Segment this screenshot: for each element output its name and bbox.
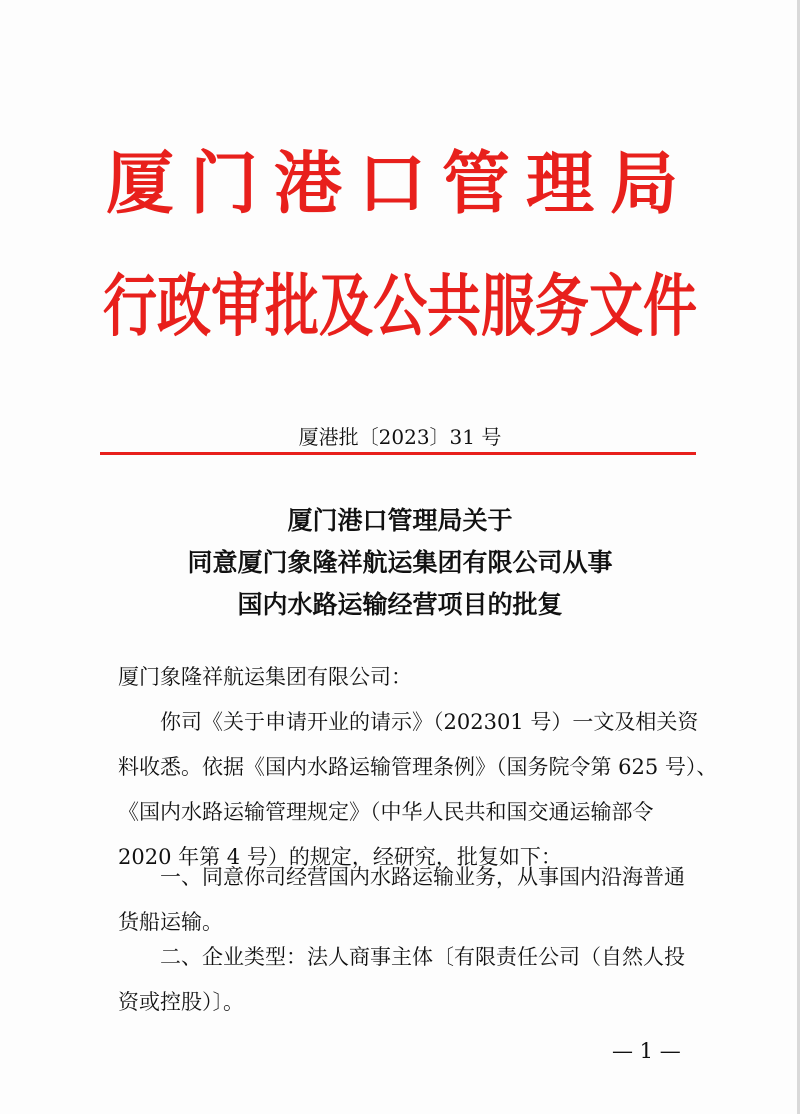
paragraph-line: 料收悉。依据《国内水路运输管理条例》（国务院令第 625 号）、	[118, 755, 718, 779]
document-number: 厦港批〔2023〕31 号	[298, 425, 502, 449]
body-paragraph-2	[118, 855, 688, 945]
body-paragraph-3	[118, 935, 688, 1025]
page-number: — 1 —	[612, 1039, 681, 1063]
paragraph-line: 资或控股）〕。	[118, 990, 244, 1014]
document-title	[0, 500, 800, 626]
title-line-1: 厦门港口管理局关于	[287, 506, 513, 535]
paragraph-line: 一、同意你司经营国内水路运输业务，从事国内沿海普通	[160, 865, 685, 889]
paragraph-line: 二、企业类型：法人商事主体〔有限责任公司（自然人投	[160, 945, 685, 969]
paragraph-line: 2020 年第 4 号）的规定，经研究，批复如下：	[118, 845, 562, 869]
addressee: 厦门象隆祥航运集团有限公司：	[118, 665, 412, 689]
paragraph-line: 你司《关于申请开业的请示》（202301 号）一文及相关资	[160, 710, 699, 734]
paragraph-line: 货船运输。	[118, 910, 223, 934]
body-paragraph-1	[118, 700, 718, 880]
paragraph-line: 《国内水路运输管理规定》（中华人民共和国交通运输部令	[118, 800, 654, 824]
red-divider-line	[100, 452, 696, 455]
title-line-2: 同意厦门象隆祥航运集团有限公司从事	[187, 548, 613, 577]
title-line-3: 国内水路运输经营项目的批复	[237, 590, 563, 619]
agency-header: 厦门港口管理局	[105, 145, 694, 224]
document-type-header: 行政审批及公共服务文件	[103, 267, 697, 346]
